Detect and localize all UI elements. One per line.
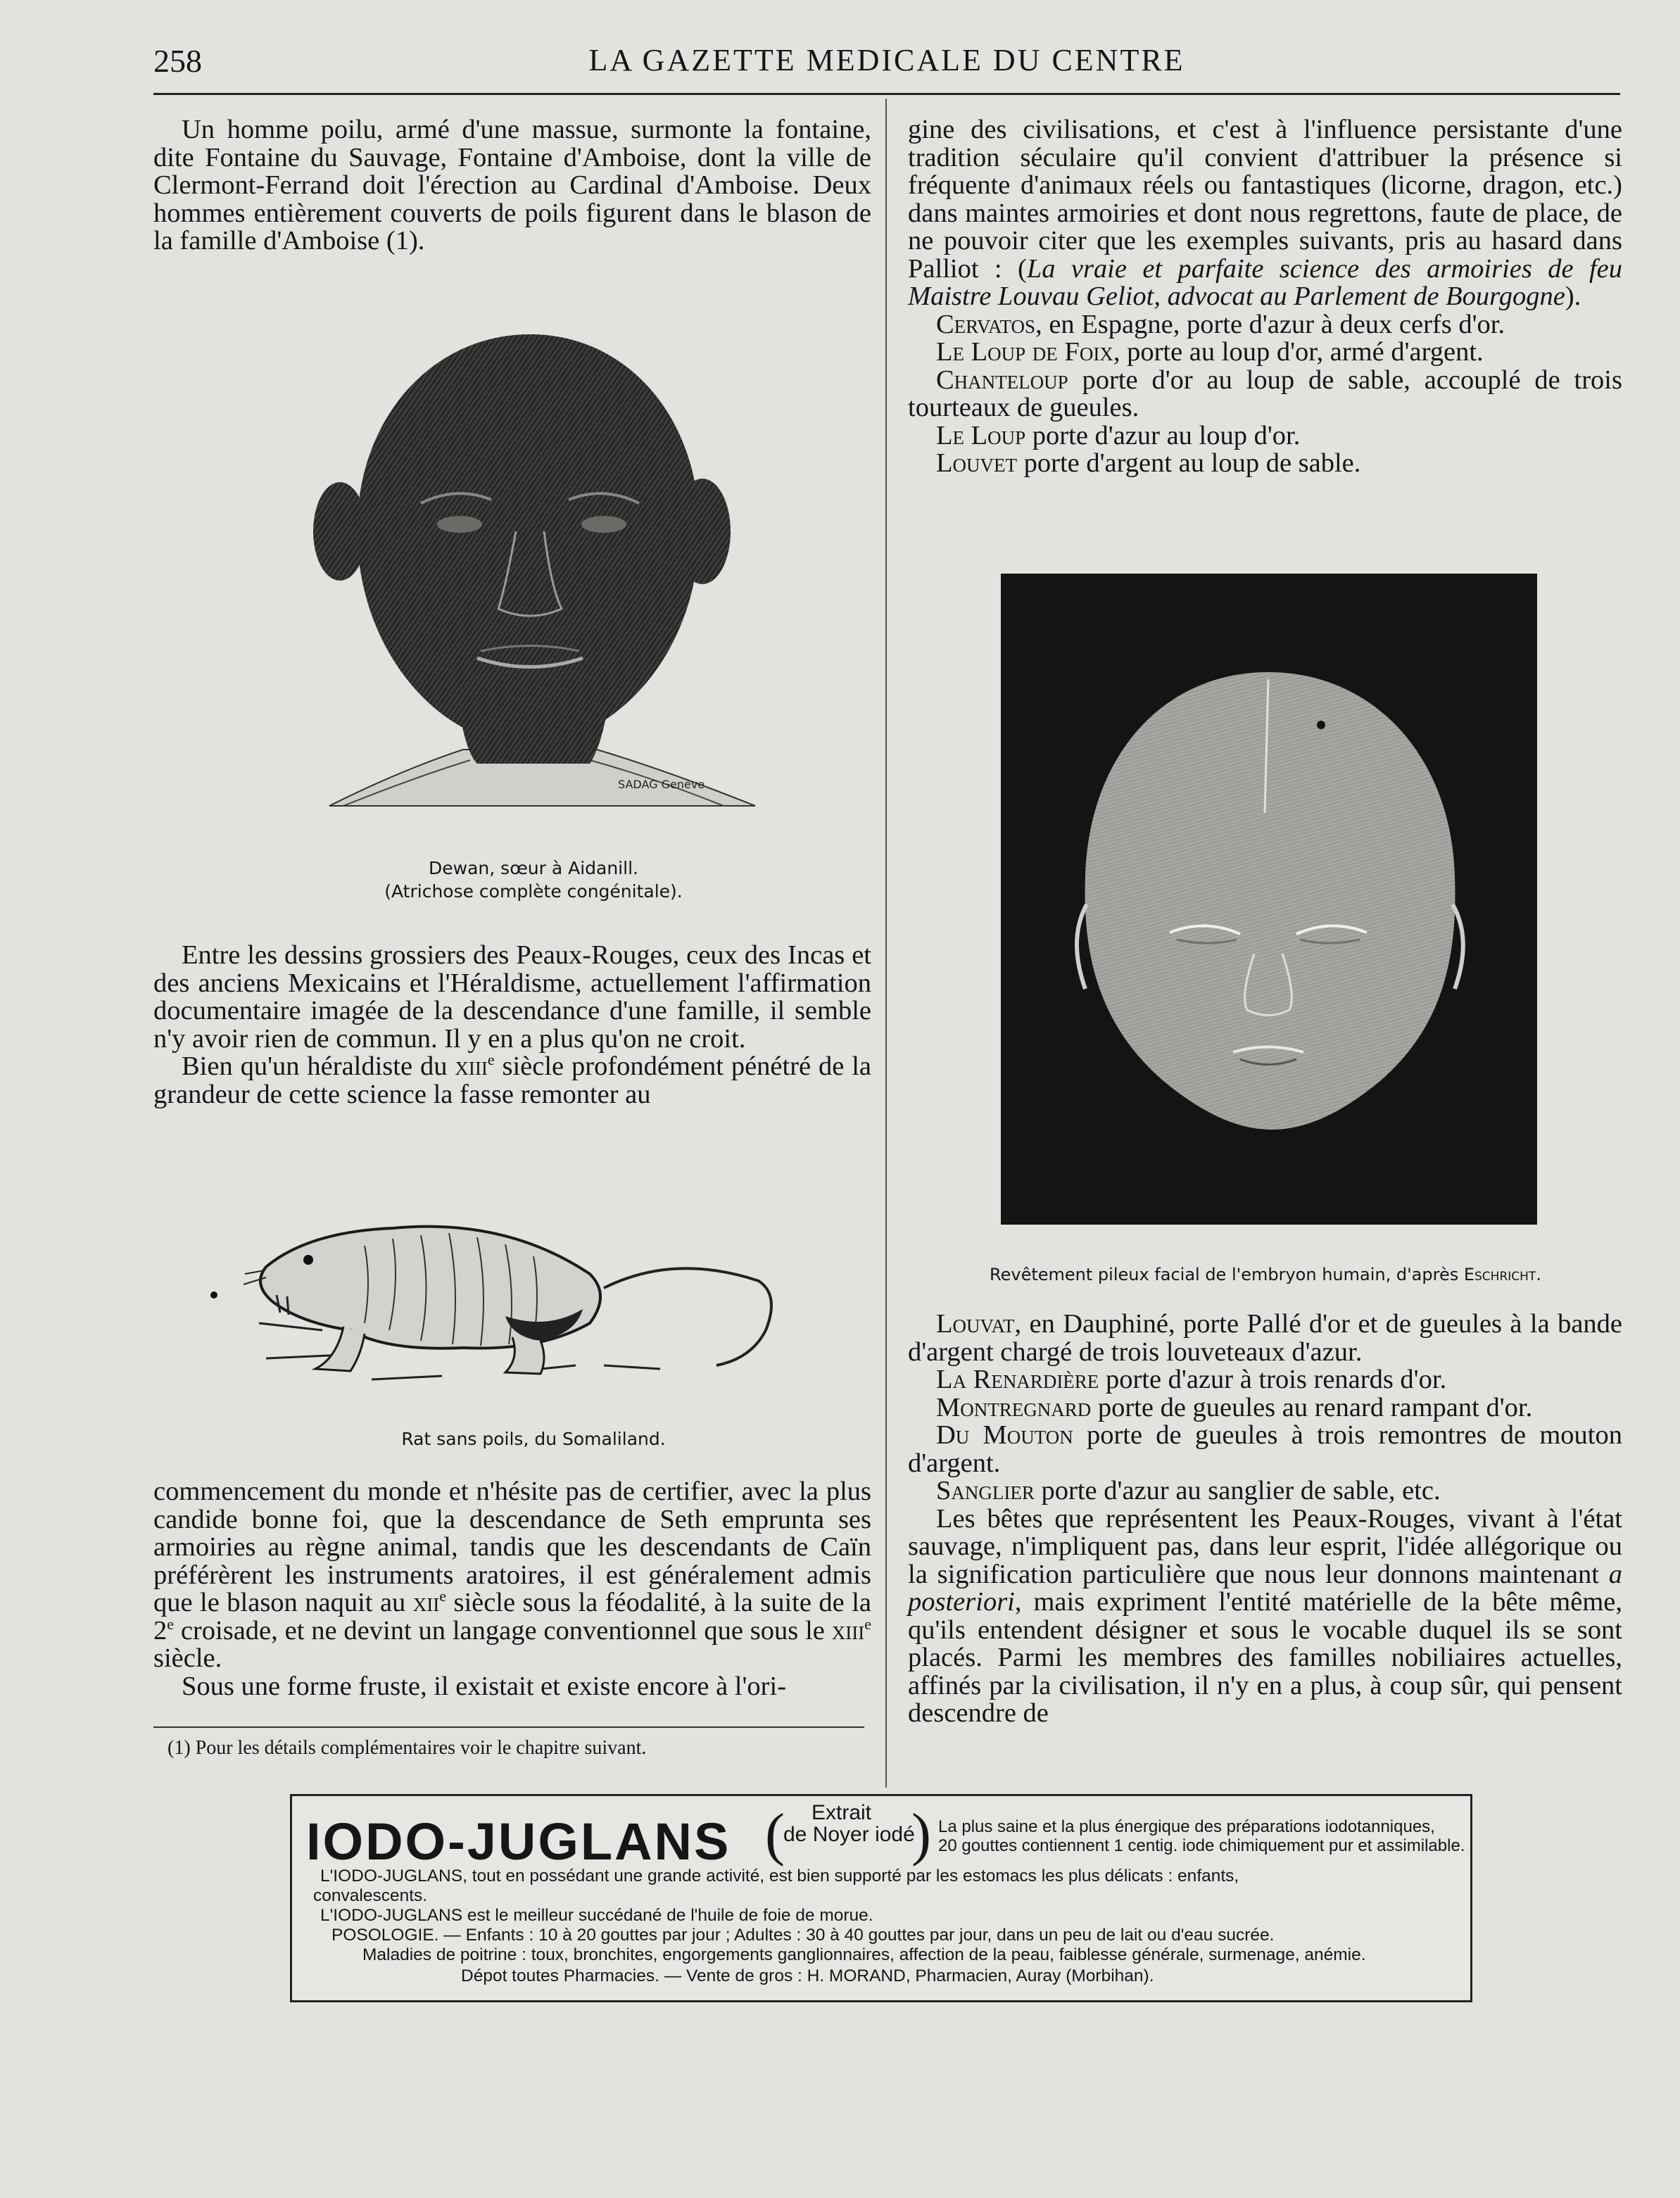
- ad-extract-label: Extrait de Noyer iodé: [783, 1801, 915, 1846]
- figure-dewan-portrait: [301, 320, 759, 827]
- footnote-divider: [153, 1726, 864, 1728]
- paragraph-civilisations: gine des civilisations, et c'est à l'influence persistante d'une tradition séculaire qu'il convient d'attribuer la présence si fréquente d'animaux réels ou fantastiques (licorne, dragon, etc.) dans maintes armoiries et dont nous regrettons, faute de place, de ne pouvoir citer que les exemples suivants, pris au hasard dans Palliot : (La vraie et parfaite science des armoiries de feu Maistre Louvau Geliot, advocat au Parlement de Bourgogne).: [908, 115, 1622, 311]
- right-column-top: [908, 116, 1622, 478]
- dewan-portrait-image: [301, 320, 759, 813]
- paragraph-heraldiste: Bien qu'un héraldiste du xiii$^e$ siècle profondément pénétré de la grandeur de cette science la fasse remonter au: [153, 1051, 872, 1109]
- arms-chanteloup: Chanteloup porte d'or au loup de sable, accouplé de trois tourteaux de gueules.: [908, 365, 1622, 422]
- arms-le-loup: Le Loup porte d'azur au loup d'or.: [936, 420, 1301, 450]
- ad-tagline: La plus saine et la plus énergique des préparations iodotanniques, 20 gouttes contiennent 1 centig. iode chimiquement pur et assimilable.: [938, 1817, 1465, 1855]
- footnote: (1) Pour les détails complémentaires voir le chapitre suivant.: [168, 1737, 647, 1759]
- left-column-bottom: [153, 1478, 871, 1700]
- page-number: 258: [153, 43, 202, 79]
- column-divider: [885, 99, 887, 1788]
- dewan-caption-line2: (Atrichose complète congénitale).: [384, 881, 683, 902]
- figure-rat-caption: Rat sans poils, du Somaliland.: [401, 1429, 666, 1449]
- ad-brand-name: IODO-JUGLANS: [306, 1812, 731, 1871]
- paragraph-betes-peaux-rouges: Les bêtes que représentent les Peaux-Rouges, vivant à l'état sauvage, n'impliquent pas, dans leur esprit, l'idée allégorique ou la signification particulière que nous leur donnons maintenant a posteriori, mais expriment l'entité matérielle de la bête même, qu'ils entendent désigner et sous le vocable duquel ils se sont placés. Parmi les membres des familles nobiliaires actuelles, affinés par la civilisation, il n'y en a plus, à coup sûr, qui pensent descendre de: [908, 1503, 1622, 1728]
- page-header: [153, 37, 1620, 95]
- paragraph-fontaine: Un homme poilu, armé d'une massue, surmonte la fontaine, dite Fontaine du Sauvage, Fontaine d'Amboise, dont la ville de Clermont-Ferrand doit l'érection au Cardinal d'Amboise. Deux hommes entièrement couverts de poils figurent dans le blason de la famille d'Amboise (1).: [153, 115, 871, 255]
- hairless-rat-image: [210, 1189, 808, 1415]
- ad-bracket-right: ): [911, 1802, 931, 1867]
- arms-la-renardiere: La Renardière porte d'azur à trois renards d'or.: [936, 1365, 1447, 1394]
- ad-line-succedane: L'IODO-JUGLANS est le meilleur succédané de l'huile de foie de morue.: [320, 1906, 873, 1925]
- paragraph-forme-fruste: Sous une forme fruste, il existait et existe encore à l'ori-: [182, 1671, 787, 1701]
- paragraph-blason-origine: commencement du monde et n'hésite pas de certifier, avec la plus candide bonne foi, que la descendance de Seth emprunta ses armoiries au règne animal, tandis que les descendants de Caïn préférèrent les instruments aratoires, il est généralement admis que le blason naquit au xii$^e$ siècle sous la féodalité, à la suite de la 2e croisade, et ne devint un langage conventionnel que sous le xiii$^e$ siècle.: [153, 1477, 871, 1673]
- arms-du-mouton: Du Mouton porte de gueules à trois remontres de mouton d'argent.: [908, 1420, 1622, 1478]
- figure-embryo-caption: Revêtement pileux facial de l'embryon humain, d'après Eschricht.: [990, 1265, 1541, 1284]
- dewan-caption-line1: Dewan, sœur à Aidanill.: [429, 858, 638, 878]
- left-column-top: [153, 116, 871, 255]
- iodo-juglans-advertisement: [290, 1794, 1472, 2002]
- paragraph-peaux-rouges: Entre les dessins grossiers des Peaux-Rouges, ceux des Incas et des anciens Mexicains et l'Héraldisme, actuellement l'affirmation documentaire imagée de la descendance d'une famille, il semble n'y avoir rien de commun. Il y en a plus qu'on ne croit.: [153, 940, 871, 1054]
- arms-loup-de-foix: Le Loup de Foix, porte au loup d'or, armé d'argent.: [936, 337, 1484, 367]
- ad-line-maladies: Maladies de poitrine : toux, bronchites, engorgements ganglionnaires, affection de la peau, faiblesse générale, surmenage, anémie.: [362, 1945, 1366, 1964]
- left-column-middle: [153, 942, 871, 1109]
- journal-title: LA GAZETTE MEDICALE DU CENTRE: [588, 43, 1185, 77]
- figure-hairless-rat: [210, 1189, 808, 1415]
- ad-line-activity: L'IODO-JUGLANS, tout en possédant une grande activité, est bien supporté par les estomacs les plus délicats : enfants,: [320, 1867, 1239, 1886]
- arms-montregnard: Montregnard porte de gueules au renard rampant d'or.: [936, 1392, 1533, 1422]
- ad-bracket-left: (: [765, 1802, 785, 1867]
- ad-line-depot: Dépot toutes Pharmacies. — Vente de gros : H. MORAND, Pharmacien, Auray (Morbihan).: [461, 1966, 1154, 1985]
- right-column-bottom: [908, 1310, 1622, 1728]
- ad-line-convalescents: convalescents.: [313, 1886, 428, 1905]
- arms-louvat: Louvat, en Dauphiné, porte Pallé d'or et de gueules à la bande d'argent chargé de trois louveteaux d'azur.: [908, 1309, 1622, 1367]
- figure-dewan-caption: [294, 857, 773, 903]
- engraver-signature: SADAG Genève: [618, 778, 705, 791]
- embryo-face-image: [1001, 574, 1537, 1225]
- figure-embryo-face: [1001, 574, 1537, 1225]
- arms-louvet: Louvet porte d'argent au loup de sable.: [936, 448, 1361, 478]
- arms-sanglier: Sanglier porte d'azur au sanglier de sable, etc.: [936, 1476, 1441, 1505]
- arms-cervatos: Cervatos, en Espagne, porte d'azur à deux cerfs d'or.: [936, 309, 1505, 339]
- ad-line-posologie: POSOLOGIE. — Enfants : 10 à 20 gouttes par jour ; Adultes : 30 à 40 gouttes par jour, dans un peu de lait ou d'eau sucrée.: [331, 1926, 1275, 1945]
